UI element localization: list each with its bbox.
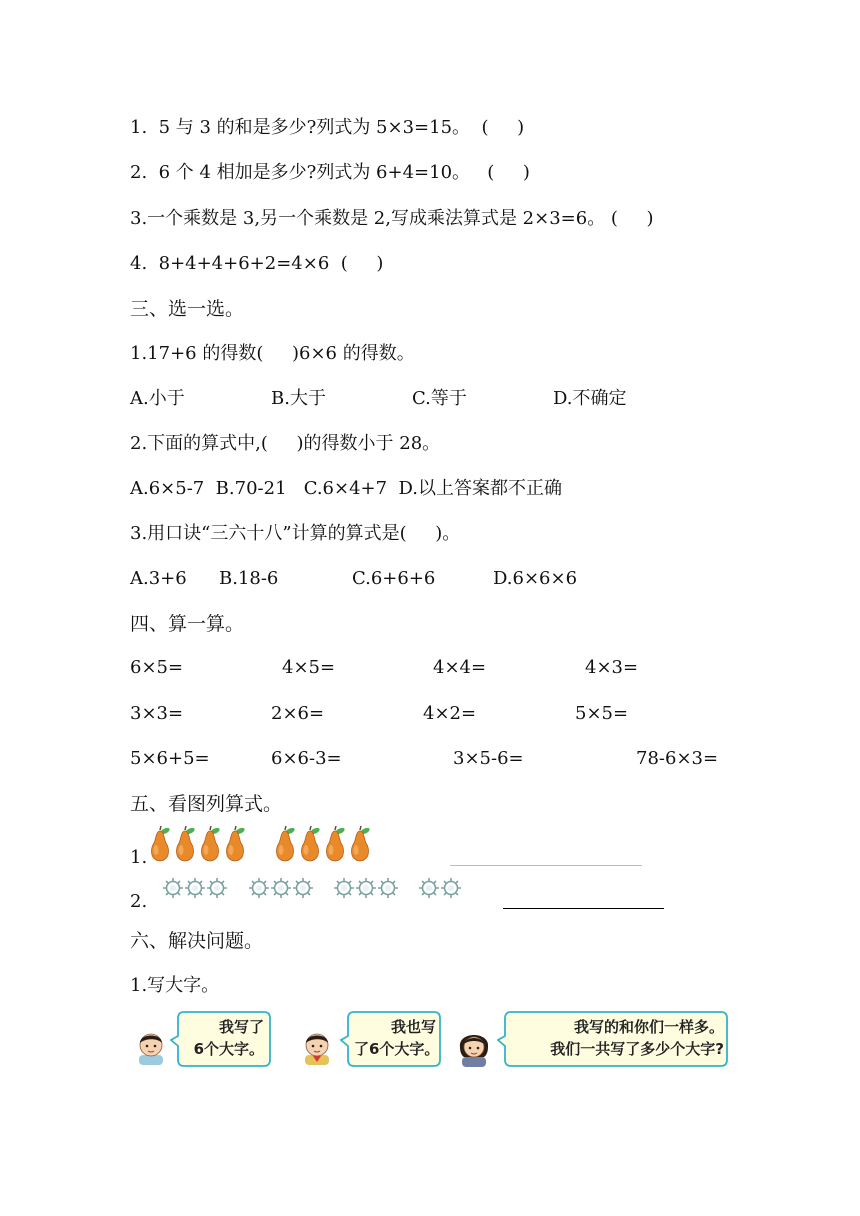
boy-avatar-icon: [297, 1027, 337, 1065]
flower-icon: [440, 877, 462, 899]
pear-group-2: [273, 826, 373, 862]
judge-item-4: 4. 8+4+4+6+2=4×6 ( ): [130, 253, 384, 274]
choice-question-2: 2.下面的算式中,( )的得数小于 28。: [130, 433, 441, 454]
calc-item: 78-6×3=: [636, 748, 719, 769]
q3-option-c: C.6+6+6: [352, 568, 436, 589]
pear-icon: [173, 826, 198, 862]
flower-icon: [206, 877, 228, 899]
calc-item: 4×3=: [585, 657, 639, 678]
flower-icon: [333, 877, 355, 899]
q1-option-d: D.不确定: [553, 388, 627, 409]
bubble-text-2: 我也写 了6个大字。: [354, 1018, 440, 1058]
boy-avatar-icon: [131, 1027, 171, 1065]
flower-icon: [248, 877, 270, 899]
pear-icon: [273, 826, 298, 862]
problem-1: 1.写大字。: [130, 975, 220, 996]
pear-icon: [298, 826, 323, 862]
calc-item: 4×4=: [433, 657, 487, 678]
choice-question-3: 3.用口诀“三六十八”计算的算式是( )。: [130, 523, 461, 544]
pear-icon: [323, 826, 348, 862]
picture-q2-label: 2.: [130, 891, 148, 912]
pear-icon: [348, 826, 373, 862]
bubble-text-3: 我写的和你们一样多。 我们一共写了多少个大字?: [550, 1018, 724, 1058]
flower-group-1: [162, 877, 228, 899]
q1-option-b: B.大于: [271, 388, 326, 409]
picture-q1-label: 1.: [130, 847, 148, 868]
calc-item: 2×6=: [271, 703, 325, 724]
flower-group-2: [248, 877, 314, 899]
calc-item: 3×5-6=: [453, 748, 524, 769]
section-5-title: 五、看图列算式。: [130, 793, 283, 815]
pear-group-1: [148, 826, 248, 862]
q3-option-b: B.18-6: [219, 568, 279, 589]
calc-item: 3×3=: [130, 703, 184, 724]
choice-question-1: 1.17+6 的得数( )6×6 的得数。: [130, 343, 415, 364]
pear-icon: [198, 826, 223, 862]
calc-item: 6×5=: [130, 657, 184, 678]
answer-line-2[interactable]: [503, 908, 664, 909]
bubble-text-1: 我写了 6个大字。: [193, 1018, 264, 1058]
pear-icon: [148, 826, 173, 862]
q3-option-a: A.3+6: [130, 568, 187, 589]
flower-icon: [162, 877, 184, 899]
girl-avatar-icon: [454, 1027, 494, 1067]
q3-option-d: D.6×6×6: [493, 568, 578, 589]
calc-item: 5×5=: [575, 703, 629, 724]
flower-group-3: [333, 877, 399, 899]
q1-option-a: A.小于: [130, 388, 185, 409]
q2-options: A.6×5-7 B.70-21 C.6×4+7 D.以上答案都不正确: [130, 478, 563, 499]
calc-item: 5×6+5=: [130, 748, 210, 769]
judge-item-2: 2. 6 个 4 相加是多少?列式为 6+4=10。 ( ): [130, 162, 530, 183]
section-6-title: 六、解决问题。: [130, 930, 264, 952]
flower-group-4: [418, 877, 462, 899]
q1-option-c: C.等于: [412, 388, 467, 409]
flower-icon: [377, 877, 399, 899]
calc-item: 4×2=: [423, 703, 477, 724]
flower-icon: [184, 877, 206, 899]
flower-icon: [270, 877, 292, 899]
judge-item-3: 3.一个乘数是 3,另一个乘数是 2,写成乘法算式是 2×3=6。 ( ): [130, 208, 654, 229]
section-4-title: 四、算一算。: [130, 613, 245, 635]
section-3-title: 三、选一选。: [130, 298, 245, 320]
calc-item: 6×6-3=: [271, 748, 342, 769]
flower-icon: [292, 877, 314, 899]
pear-icon: [223, 826, 248, 862]
flower-icon: [418, 877, 440, 899]
answer-line-1[interactable]: [450, 865, 642, 866]
judge-item-1: 1. 5 与 3 的和是多少?列式为 5×3=15。 ( ): [130, 117, 525, 138]
flower-icon: [355, 877, 377, 899]
calc-item: 4×5=: [282, 657, 336, 678]
